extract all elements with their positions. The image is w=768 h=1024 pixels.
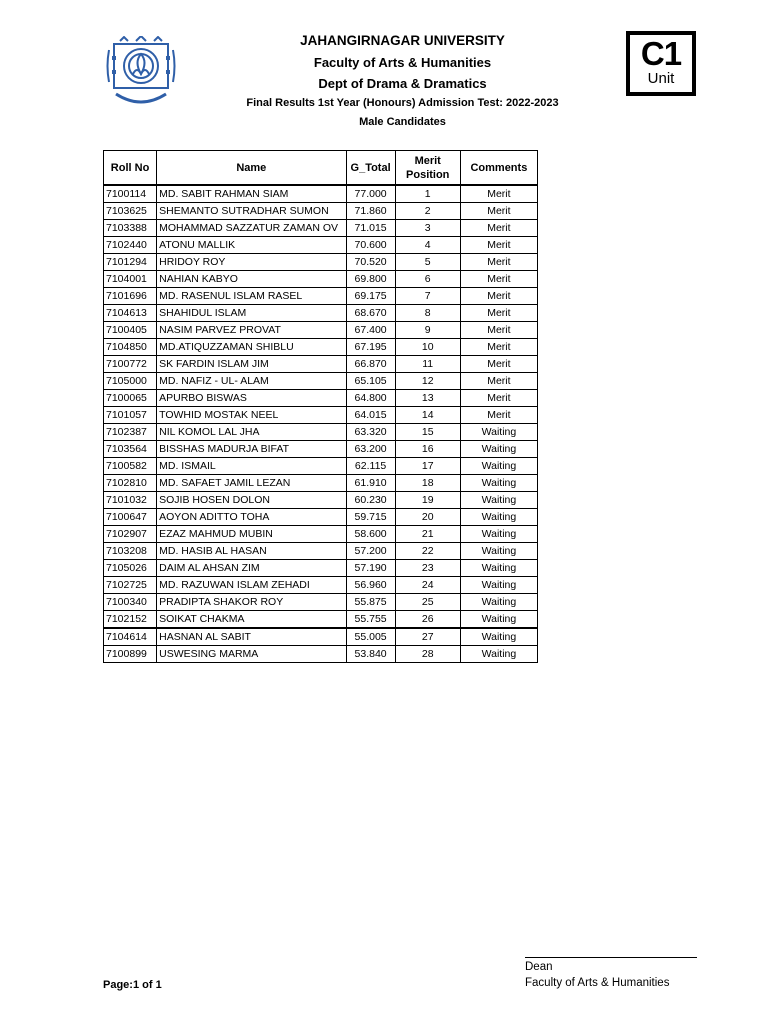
comment-cell: Waiting [460,458,537,475]
department-name: Dept of Drama & Dramatics [318,76,487,91]
roll-no-cell: 7104613 [104,305,157,322]
roll-no-cell: 7100899 [104,646,157,663]
name-cell: SK FARDIN ISLAM JIM [157,356,346,373]
g-total-cell: 53.840 [346,646,395,663]
table-row [104,305,538,322]
comment-cell: Merit [460,203,537,220]
name-cell: AOYON ADITTO TOHA [157,509,346,526]
g-total-cell: 64.800 [346,390,395,407]
comment-cell: Waiting [460,594,537,611]
roll-no-cell: 7104001 [104,271,157,288]
merit-position-cell: 13 [395,390,460,407]
table-row [104,185,538,203]
roll-no-cell: 7104614 [104,628,157,646]
header-roll-no: Roll No [104,151,157,186]
table-row [104,509,538,526]
name-cell: NIL KOMOL LAL JHA [157,424,346,441]
merit-position-cell: 10 [395,339,460,356]
g-total-cell: 63.200 [346,441,395,458]
table-row [104,220,538,237]
name-cell: APURBO BISWAS [157,390,346,407]
results-table [103,150,538,663]
merit-position-cell: 19 [395,492,460,509]
merit-position-cell: 16 [395,441,460,458]
table-row [104,390,538,407]
table-row [104,560,538,577]
roll-no-cell: 7100114 [104,185,157,203]
comment-cell: Merit [460,322,537,339]
comment-cell: Waiting [460,577,537,594]
roll-no-cell: 7103388 [104,220,157,237]
g-total-cell: 60.230 [346,492,395,509]
results-body [104,185,538,663]
g-total-cell: 67.400 [346,322,395,339]
merit-position-cell: 9 [395,322,460,339]
merit-position-cell: 3 [395,220,460,237]
comment-cell: Waiting [460,475,537,492]
name-cell: USWESING MARMA [157,646,346,663]
name-cell: MD.ATIQUZZAMAN SHIBLU [157,339,346,356]
roll-no-cell: 7101032 [104,492,157,509]
g-total-cell: 67.195 [346,339,395,356]
university-name: JAHANGIRNAGAR UNIVERSITY [300,33,505,48]
comment-cell: Merit [460,254,537,271]
g-total-cell: 66.870 [346,356,395,373]
comment-cell: Waiting [460,492,537,509]
comment-cell: Merit [460,185,537,203]
comment-cell: Merit [460,390,537,407]
table-row [104,628,538,646]
roll-no-cell: 7103208 [104,543,157,560]
roll-no-cell: 7103625 [104,203,157,220]
comment-cell: Waiting [460,509,537,526]
merit-position-cell: 14 [395,407,460,424]
roll-no-cell: 7102725 [104,577,157,594]
roll-no-cell: 7105000 [104,373,157,390]
comment-cell: Waiting [460,611,537,629]
name-cell: MOHAMMAD SAZZATUR ZAMAN OV [157,220,346,237]
name-cell: EZAZ MAHMUD MUBIN [157,526,346,543]
g-total-cell: 70.520 [346,254,395,271]
g-total-cell: 55.755 [346,611,395,629]
document-header [200,30,605,132]
header-name: Name [157,151,346,186]
roll-no-cell: 7100065 [104,390,157,407]
university-logo-icon [104,36,178,116]
table-row [104,475,538,492]
g-total-cell: 61.910 [346,475,395,492]
roll-no-cell: 7102152 [104,611,157,629]
roll-no-cell: 7105026 [104,560,157,577]
exam-title: Final Results 1st Year (Honours) Admission Test: 2022-2023 [246,97,559,109]
g-total-cell: 63.320 [346,424,395,441]
g-total-cell: 57.200 [346,543,395,560]
table-row [104,203,538,220]
merit-position-cell: 12 [395,373,460,390]
merit-position-cell: 26 [395,611,460,629]
name-cell: HASNAN AL SABIT [157,628,346,646]
header-comments: Comments [460,151,537,186]
name-cell: MD. SABIT RAHMAN SIAM [157,185,346,203]
merit-position-cell: 28 [395,646,460,663]
name-cell: MD. RASENUL ISLAM RASEL [157,288,346,305]
table-row [104,288,538,305]
name-cell: NAHIAN KABYO [157,271,346,288]
merit-position-cell: 17 [395,458,460,475]
merit-position-cell: 21 [395,526,460,543]
comment-cell: Merit [460,356,537,373]
roll-no-cell: 7103564 [104,441,157,458]
comment-cell: Waiting [460,424,537,441]
g-total-cell: 71.015 [346,220,395,237]
table-row [104,356,538,373]
comment-cell: Waiting [460,526,537,543]
merit-position-cell: 6 [395,271,460,288]
merit-position-cell: 11 [395,356,460,373]
merit-position-cell: 27 [395,628,460,646]
name-cell: PRADIPTA SHAKOR ROY [157,594,346,611]
comment-cell: Merit [460,271,537,288]
comment-cell: Merit [460,373,537,390]
g-total-cell: 71.860 [346,203,395,220]
table-row [104,577,538,594]
table-row [104,611,538,629]
comment-cell: Waiting [460,441,537,458]
comment-cell: Merit [460,305,537,322]
merit-position-cell: 1 [395,185,460,203]
table-row [104,407,538,424]
table-row [104,594,538,611]
name-cell: MD. SAFAET JAMIL LEZAN [157,475,346,492]
name-cell: SOIKAT CHAKMA [157,611,346,629]
roll-no-cell: 7104850 [104,339,157,356]
unit-label: Unit [647,70,675,87]
g-total-cell: 58.600 [346,526,395,543]
g-total-cell: 62.115 [346,458,395,475]
g-total-cell: 69.175 [346,288,395,305]
roll-no-cell: 7102907 [104,526,157,543]
merit-position-cell: 5 [395,254,460,271]
table-row [104,543,538,560]
merit-position-cell: 2 [395,203,460,220]
g-total-cell: 65.105 [346,373,395,390]
merit-position-cell: 18 [395,475,460,492]
merit-position-cell: 20 [395,509,460,526]
table-row [104,458,538,475]
roll-no-cell: 7102810 [104,475,157,492]
table-row [104,492,538,509]
g-total-cell: 64.015 [346,407,395,424]
merit-position-cell: 4 [395,237,460,254]
g-total-cell: 55.875 [346,594,395,611]
comment-cell: Merit [460,220,537,237]
signatory-faculty: Faculty of Arts & Humanities [525,977,670,989]
g-total-cell: 55.005 [346,628,395,646]
comment-cell: Merit [460,237,537,254]
merit-position-cell: 25 [395,594,460,611]
table-row [104,254,538,271]
roll-no-cell: 7100405 [104,322,157,339]
g-total-cell: 70.600 [346,237,395,254]
name-cell: DAIM AL AHSAN ZIM [157,560,346,577]
name-cell: MD. ISMAIL [157,458,346,475]
roll-no-cell: 7100340 [104,594,157,611]
name-cell: SOJIB HOSEN DOLON [157,492,346,509]
table-row [104,424,538,441]
table-header-row [104,151,538,186]
roll-no-cell: 7100772 [104,356,157,373]
signatory-title: Dean [525,961,553,973]
table-row [104,373,538,390]
merit-position-cell: 24 [395,577,460,594]
g-total-cell: 77.000 [346,185,395,203]
merit-position-cell: 8 [395,305,460,322]
header-merit-position: Merit Position [395,151,460,186]
name-cell: MD. NAFIZ - UL- ALAM [157,373,346,390]
g-total-cell: 59.715 [346,509,395,526]
name-cell: MD. HASIB AL HASAN [157,543,346,560]
roll-no-cell: 7100647 [104,509,157,526]
name-cell: MD. RAZUWAN ISLAM ZEHADI [157,577,346,594]
g-total-cell: 57.190 [346,560,395,577]
unit-badge [626,31,696,96]
g-total-cell: 69.800 [346,271,395,288]
roll-no-cell: 7100582 [104,458,157,475]
comment-cell: Waiting [460,560,537,577]
name-cell: ATONU MALLIK [157,237,346,254]
name-cell: TOWHID MOSTAK NEEL [157,407,346,424]
candidate-group: Male Candidates [359,116,446,128]
table-row [104,271,538,288]
roll-no-cell: 7102387 [104,424,157,441]
comment-cell: Waiting [460,646,537,663]
g-total-cell: 56.960 [346,577,395,594]
roll-no-cell: 7101294 [104,254,157,271]
merit-position-cell: 23 [395,560,460,577]
roll-no-cell: 7101057 [104,407,157,424]
name-cell: SHEMANTO SUTRADHAR SUMON [157,203,346,220]
comment-cell: Merit [460,407,537,424]
page-number: Page:1 of 1 [103,979,162,991]
comment-cell: Merit [460,288,537,305]
comment-cell: Waiting [460,628,537,646]
merit-position-cell: 7 [395,288,460,305]
roll-no-cell: 7102440 [104,237,157,254]
table-row [104,237,538,254]
table-row [104,441,538,458]
unit-code: C1 [640,35,682,72]
g-total-cell: 68.670 [346,305,395,322]
merit-position-cell: 15 [395,424,460,441]
faculty-name: Faculty of Arts & Humanities [313,55,492,70]
name-cell: HRIDOY ROY [157,254,346,271]
merit-position-cell: 22 [395,543,460,560]
table-row [104,646,538,663]
comment-cell: Waiting [460,543,537,560]
table-row [104,339,538,356]
roll-no-cell: 7101696 [104,288,157,305]
name-cell: BISSHAS MADURJA BIFAT [157,441,346,458]
name-cell: NASIM PARVEZ PROVAT [157,322,346,339]
table-row [104,322,538,339]
signature-line [525,957,697,958]
name-cell: SHAHIDUL ISLAM [157,305,346,322]
comment-cell: Merit [460,339,537,356]
header-g-total: G_Total [346,151,395,186]
table-row [104,526,538,543]
